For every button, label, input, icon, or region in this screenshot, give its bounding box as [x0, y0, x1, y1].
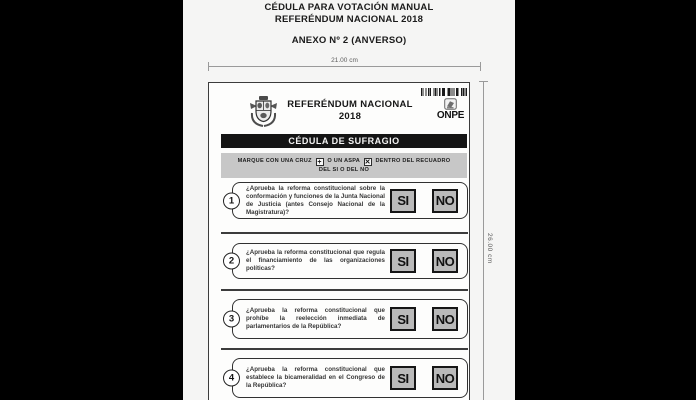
question-text-1: ¿Aprueba la reforma constitucional sobre la conformación y funciones de la Junta Nacional de Justicia (antes Consejo Nacional de la Magistratura)?: [246, 184, 385, 216]
question-separator-3: [221, 348, 468, 350]
height-dimension-line: [483, 81, 484, 400]
question-number-1: 1: [223, 192, 240, 209]
annex-label: ANEXO Nº 2 (ANVERSO): [291, 35, 407, 46]
question-separator-2: [221, 289, 468, 291]
question-text-3: ¿Aprueba la reforma constitucional que prohíbe la reelección inmediata de parlamentarios de la República?: [246, 306, 385, 331]
instructions-part1: MARQUE CON UNA CRUZ: [237, 157, 312, 164]
width-dimension-line: [208, 66, 481, 67]
instructions-line2: DEL SI O DEL NO: [318, 167, 370, 173]
peru-coat-of-arms-icon: [247, 94, 280, 129]
instructions-bar: [221, 153, 467, 178]
question-text-4: ¿Aprueba la reforma constitucional que establece la bicameralidad en el Congreso de la República?: [246, 365, 385, 390]
instructions-line1: [221, 157, 467, 167]
question-box-3: [228, 299, 468, 339]
question-separator-1: [221, 232, 468, 234]
option-si-q2[interactable]: SI: [390, 249, 416, 273]
instructions-part2: O UN ASPA: [327, 157, 360, 164]
onpe-hand-ballot-icon: [444, 98, 457, 110]
option-no-q1[interactable]: NO: [432, 189, 458, 213]
question-box-1: [228, 182, 468, 219]
question-number-3: 3: [223, 311, 240, 328]
aspa-symbol-icon: ✕: [364, 158, 371, 166]
option-no-q3[interactable]: NO: [432, 307, 458, 331]
question-box-2: [228, 243, 468, 279]
cross-symbol-icon: +: [317, 158, 322, 166]
height-dimension-label: 26.00 cm: [486, 233, 493, 264]
page-title-line2: REFERÉNDUM NACIONAL 2018: [274, 14, 424, 25]
option-si-q4[interactable]: SI: [390, 366, 416, 390]
question-number-2: 2: [223, 253, 240, 270]
width-dimension-label: 21.00 cm: [331, 57, 358, 64]
ballot-title-line2: 2018: [338, 110, 362, 122]
onpe-logo: [434, 98, 467, 121]
ballot-sheet: [208, 82, 470, 400]
option-si-q3[interactable]: SI: [390, 307, 416, 331]
barcode-icon: [421, 88, 468, 96]
option-no-q4[interactable]: NO: [432, 366, 458, 390]
document-scan-area: [183, 0, 515, 400]
section-title-bar: CÉDULA DE SUFRAGIO: [221, 134, 467, 148]
option-si-q1[interactable]: SI: [390, 189, 416, 213]
question-number-4: 4: [223, 370, 240, 387]
ballot-title: [277, 99, 423, 122]
page-title-line1: CÉDULA PARA VOTACIÓN MANUAL: [264, 2, 434, 13]
onpe-wordmark: ONPE: [436, 110, 465, 121]
question-text-2: ¿Aprueba la reforma constitucional que regula el financiamiento de las organizaciones políticas?: [246, 248, 385, 273]
option-no-q2[interactable]: NO: [432, 249, 458, 273]
question-box-4: [228, 358, 468, 398]
ballot-title-line1: REFERÉNDUM NACIONAL: [287, 99, 413, 110]
width-dimension-annotation: [208, 57, 481, 67]
instructions-part3: DENTRO DEL RECUADRO: [375, 157, 451, 164]
page-title: [183, 2, 515, 26]
